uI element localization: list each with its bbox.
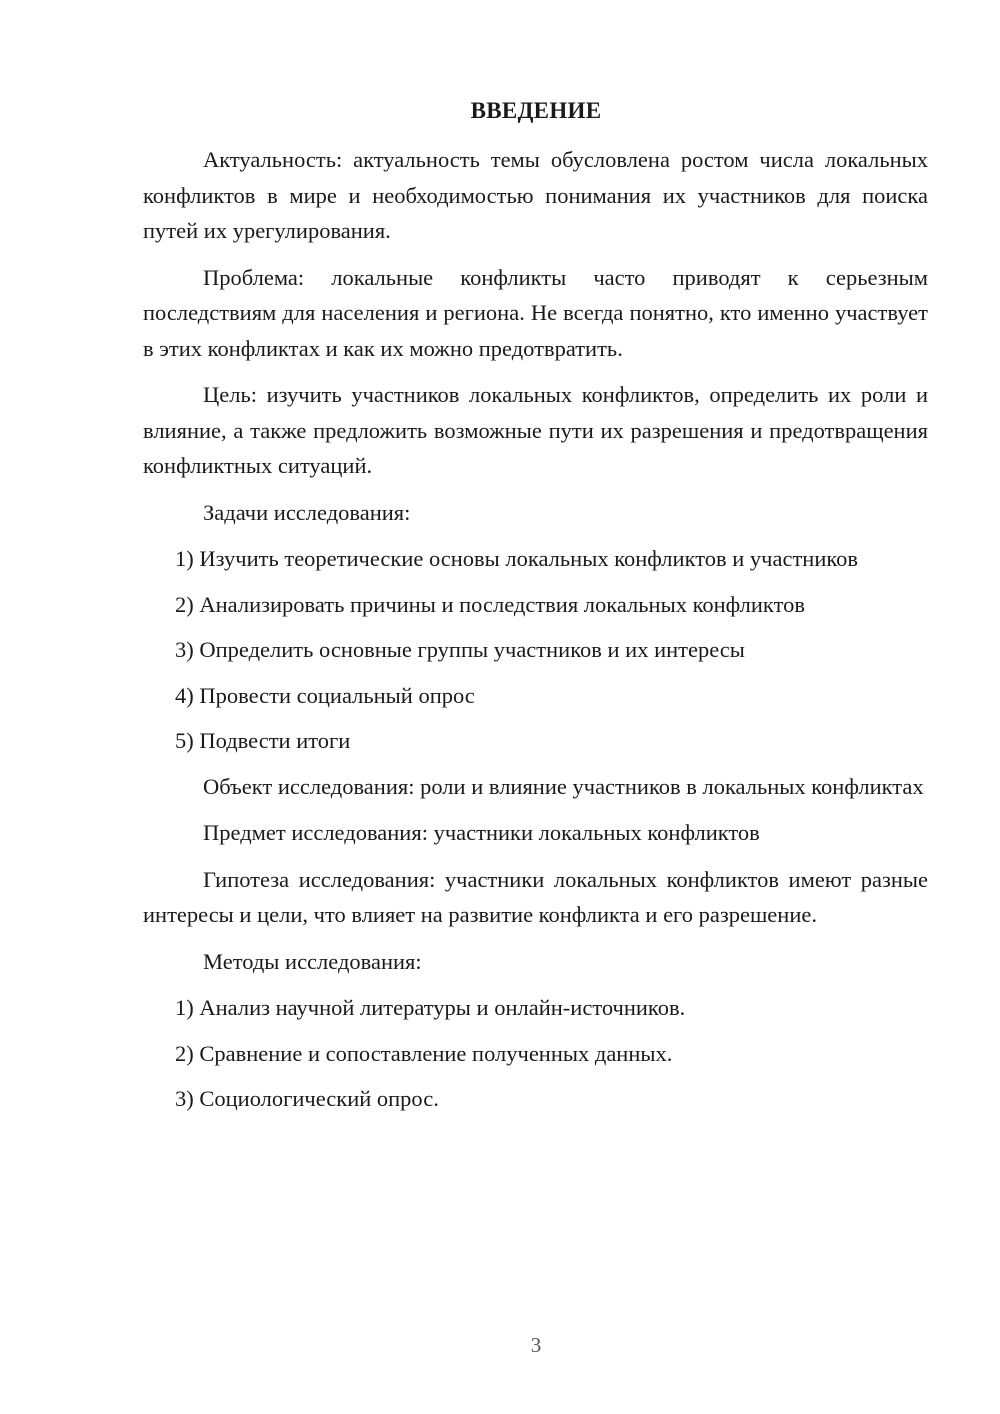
methods-heading: Методы исследования: bbox=[203, 948, 422, 974]
paragraph-hypothesis: Гипотеза исследования: участники локальных конфликтов имеют разные интересы и цели, что влияет на развитие конфликта и его разрешение. bbox=[143, 866, 928, 927]
method-item: 2) Сравнение и сопоставление полученных данных. bbox=[175, 1040, 673, 1066]
method-item: 1) Анализ научной литературы и онлайн-источников. bbox=[175, 995, 686, 1020]
section-title: ВВЕДЕНИЕ bbox=[470, 98, 602, 123]
body-text bbox=[143, 142, 928, 1127]
paragraph-problem: Проблема: локальные конфликты часто приводят к серьезным последствиям для населения и региона. Не всегда понятно, кто именно участвует в этих конфликтах и как их можно предотвратить. bbox=[143, 264, 928, 361]
task-item: 1) Изучить теоретические основы локальных конфликтов и участников bbox=[175, 546, 859, 571]
task-item: 2) Анализировать причины и последствия локальных конфликтов bbox=[175, 591, 805, 617]
task-item: 3) Определить основные группы участников и их интересы bbox=[175, 637, 745, 662]
task-item: 5) Подвести итоги bbox=[175, 728, 351, 753]
paragraph-relevance: Актуальность: актуальность темы обусловлена ростом числа локальных конфликтов в мире и необходимостью понимания их участников для поиска путей их урегулирования. bbox=[143, 147, 928, 243]
paragraph-object: Объект исследования: роли и влияние участников в локальных конфликтах bbox=[203, 773, 924, 799]
page-number: 3 bbox=[530, 1333, 542, 1357]
paragraph-subject: Предмет исследования: участники локальных конфликтов bbox=[203, 820, 760, 845]
paragraph-goal: Цель: изучить участников локальных конфликтов, определить их роли и влияние, а также предложить возможные пути их разрешения и предотвращения конфликтных ситуаций. bbox=[143, 382, 928, 478]
tasks-heading: Задачи исследования: bbox=[203, 499, 411, 525]
method-item: 3) Социологический опрос. bbox=[175, 1086, 439, 1111]
task-item: 4) Провести социальный опрос bbox=[175, 682, 475, 708]
